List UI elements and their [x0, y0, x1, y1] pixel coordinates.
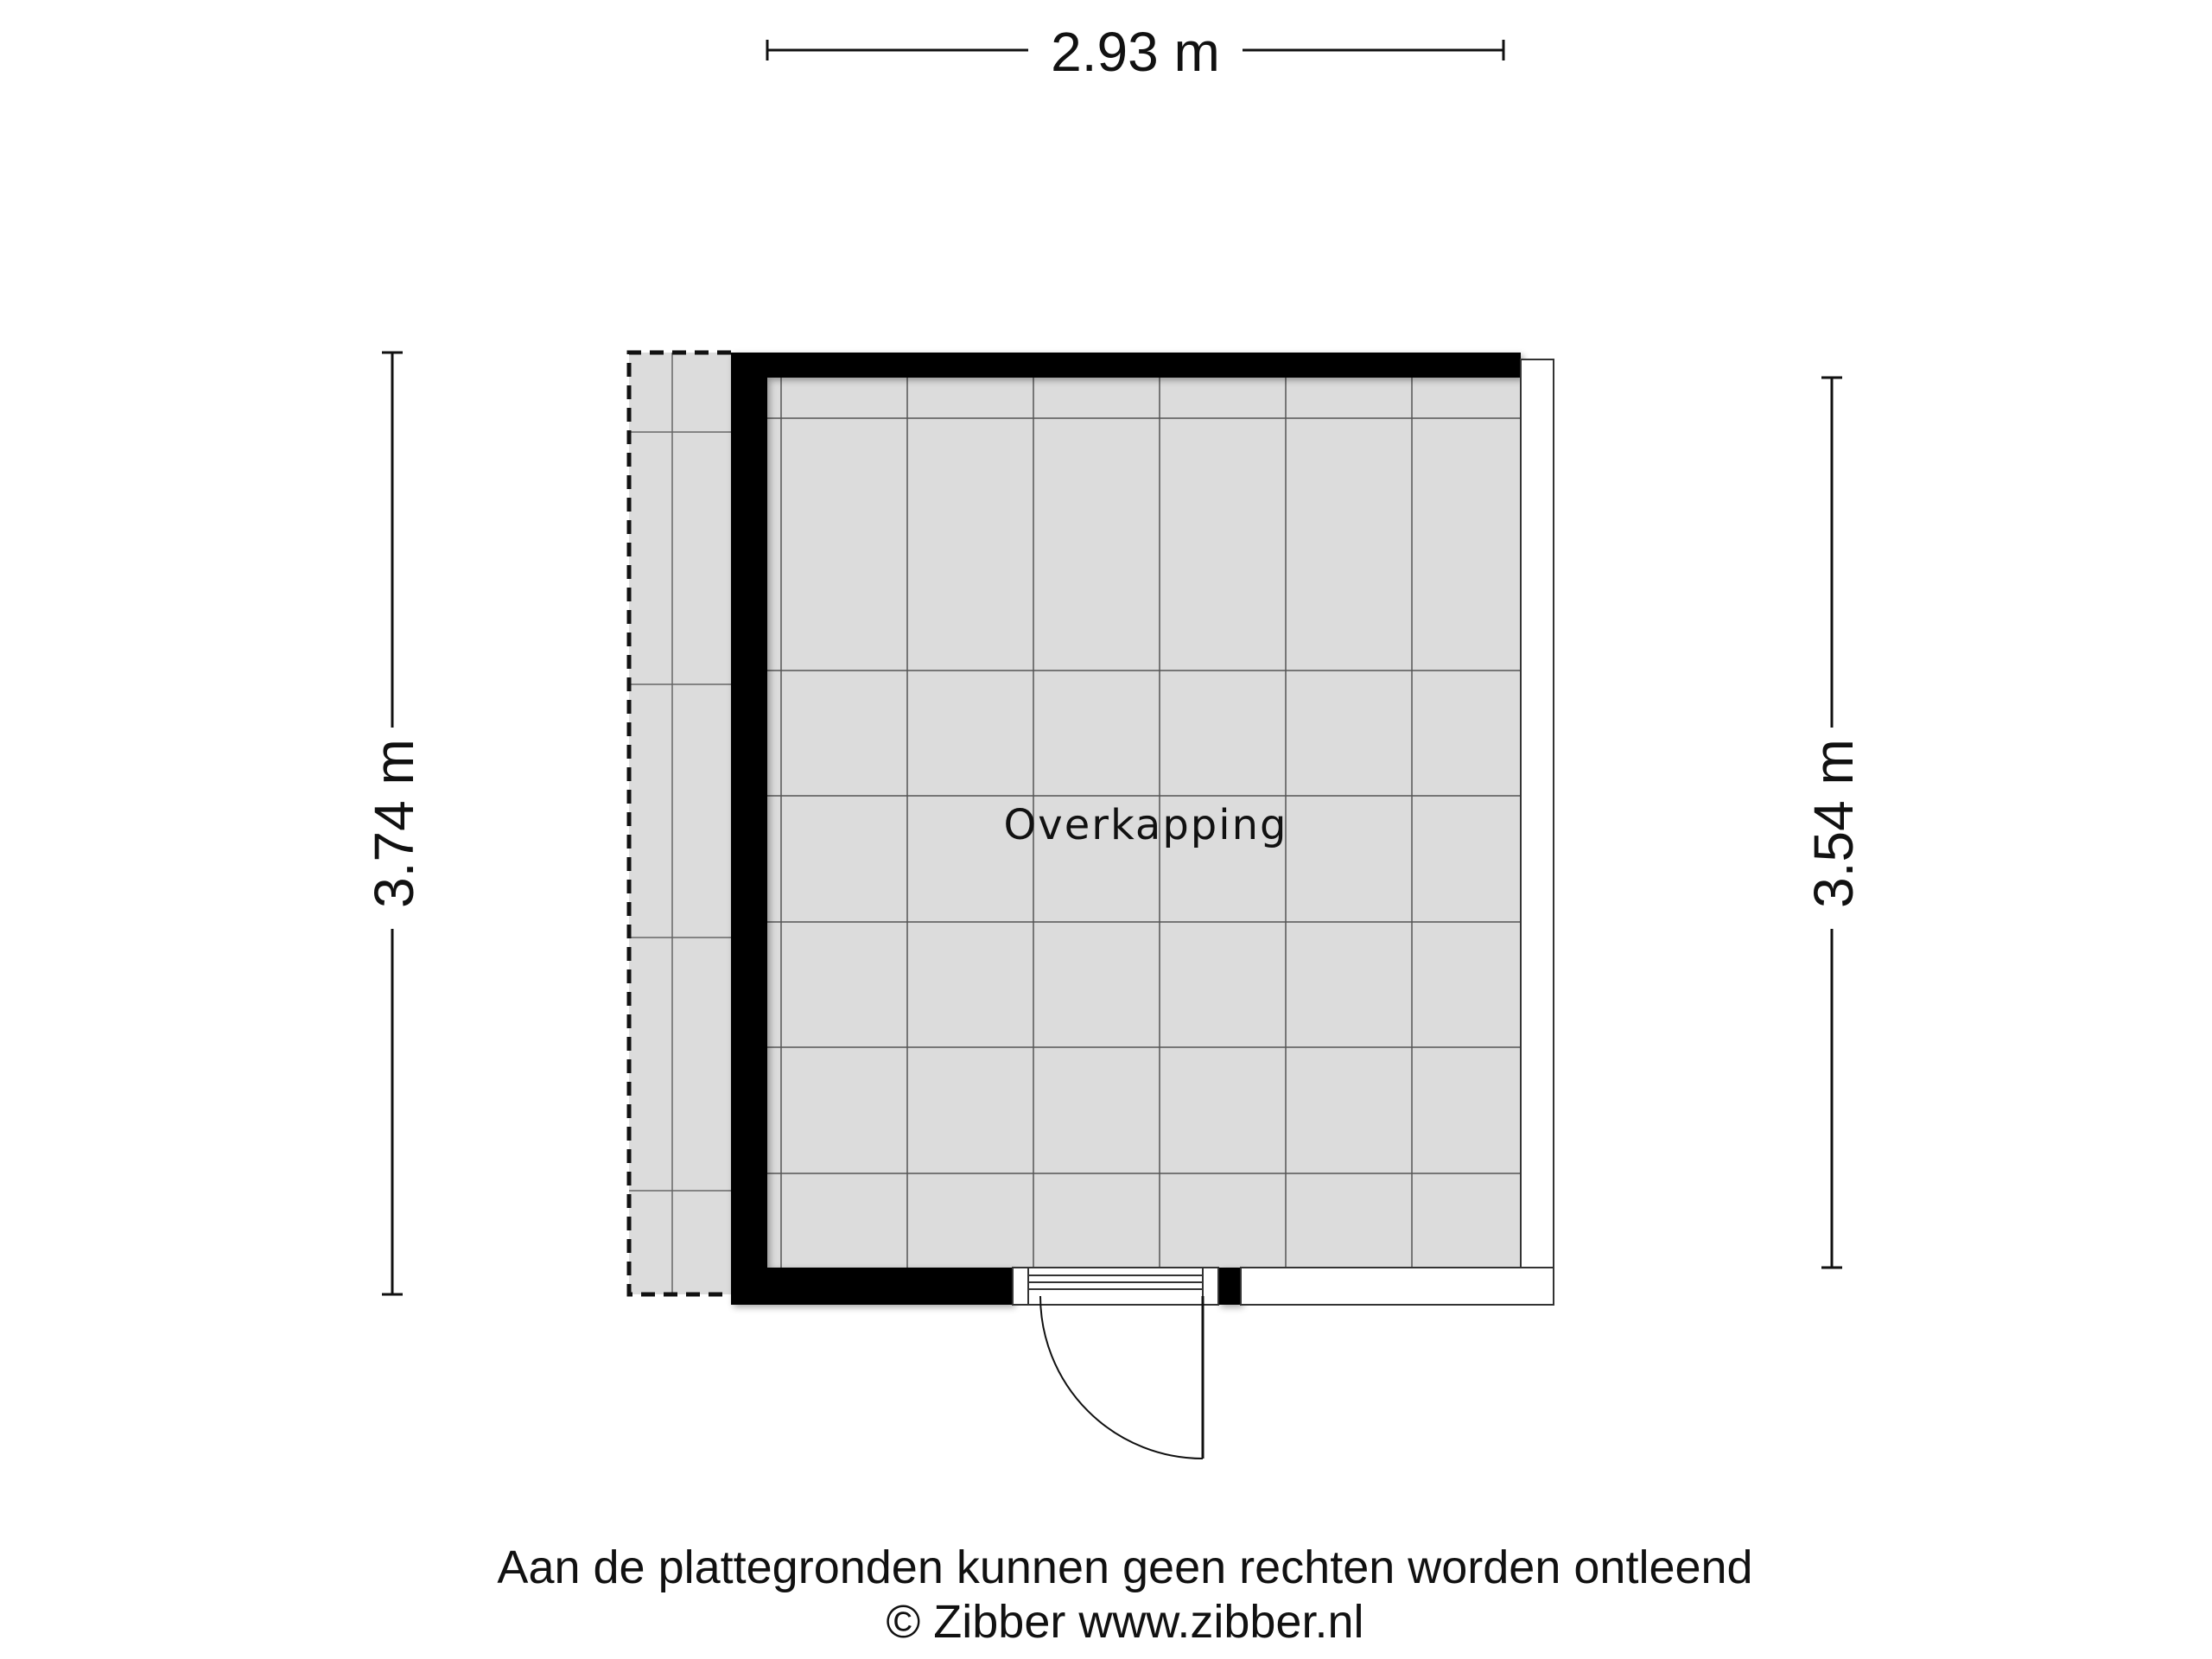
right-height-label: 3.54 m: [1802, 739, 1865, 908]
bottom-wall-left: [731, 1268, 1013, 1305]
top-wall: [731, 353, 1521, 378]
left-height-label: 3.74 m: [363, 739, 425, 908]
door-frame: [1013, 1268, 1218, 1305]
left-height-dimension: [363, 353, 425, 1294]
door-swing-arc: [1040, 1296, 1203, 1459]
footer-copyright: © Zibber www.zibber.nl: [886, 1596, 1364, 1648]
door: [1013, 1268, 1218, 1459]
room-label: Overkapping: [1003, 801, 1288, 849]
footer-disclaimer: Aan de plattegronden kunnen geen rechten worden ontleend: [497, 1541, 1753, 1593]
right-height-dimension: [1802, 378, 1865, 1268]
right-open-edge: [1521, 359, 1554, 1268]
bottom-wall-pillar: [1218, 1268, 1241, 1305]
side-strip: [629, 353, 731, 1294]
width-dimension: [767, 21, 1503, 83]
side-strip-fill: [629, 353, 731, 1294]
width-dimension-label: 2.93 m: [1051, 21, 1220, 83]
left-wall: [731, 353, 767, 1305]
bottom-right-open-edge: [1241, 1268, 1554, 1305]
